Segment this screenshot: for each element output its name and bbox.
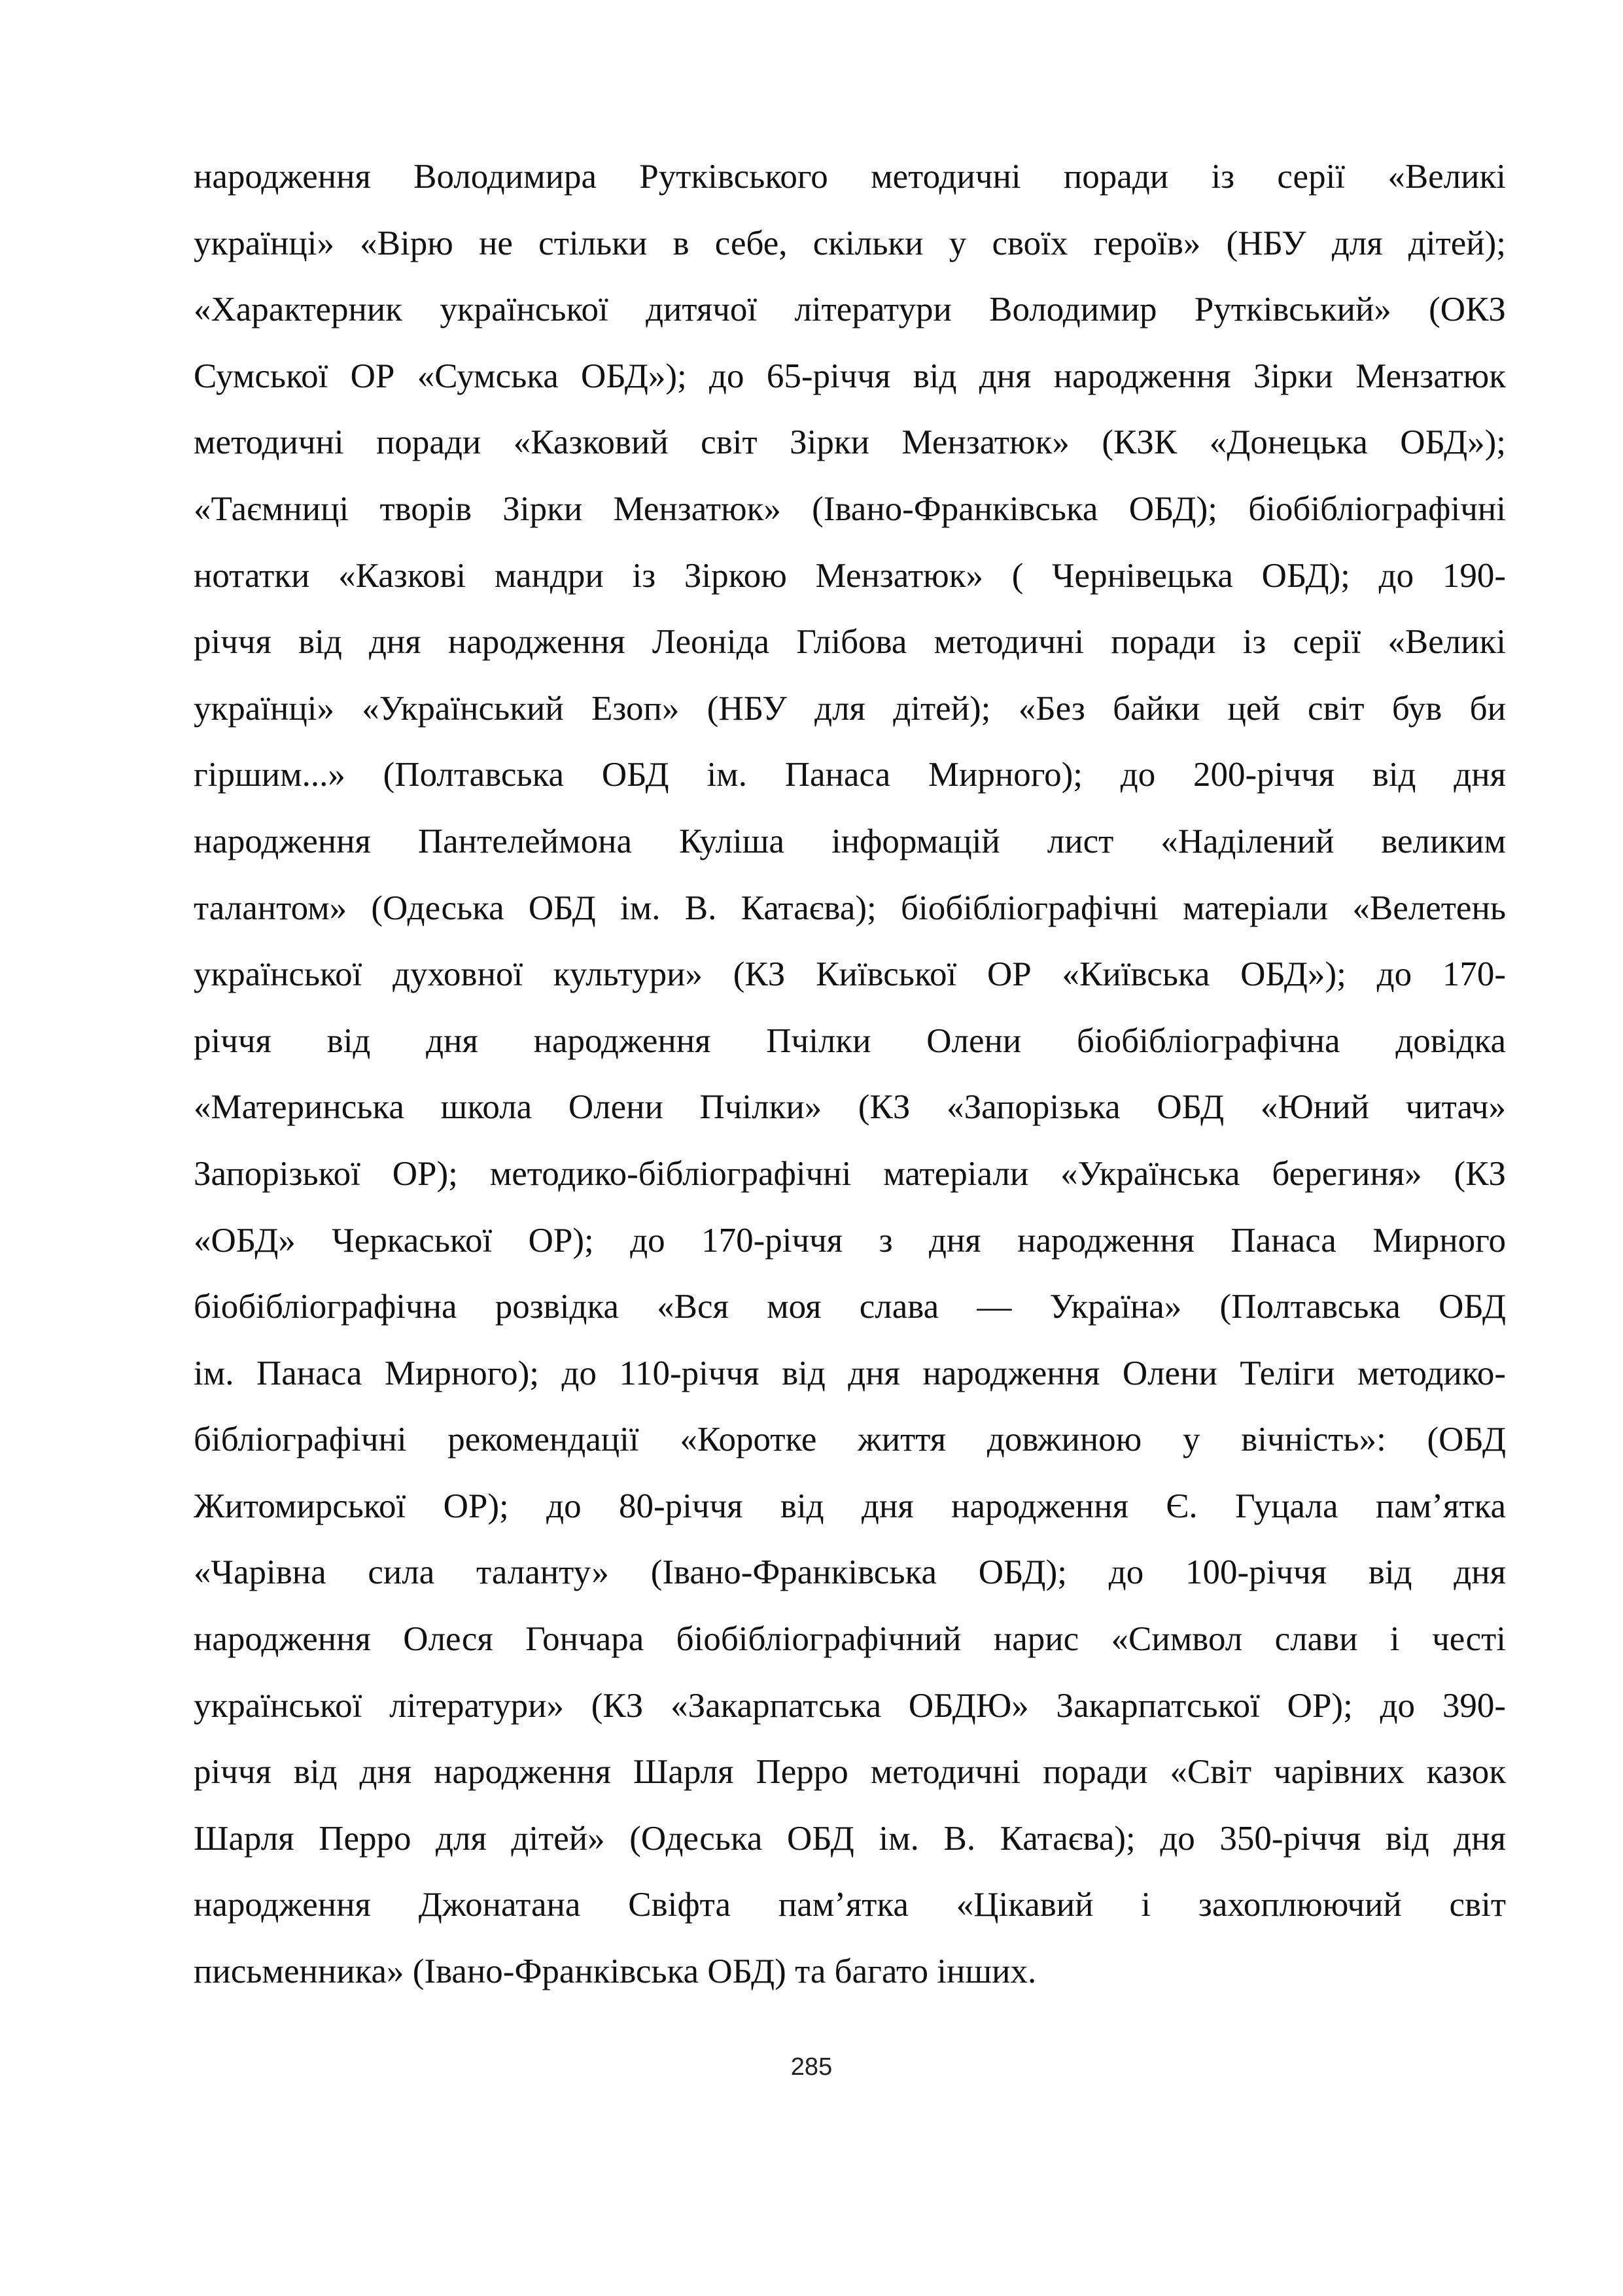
- text-line: народження Володимира Рутківського методичні поради із серії «Великі: [194, 158, 1506, 196]
- text-line: талантом» (Одеська ОБД ім. В. Катаєва); біобібліографічні матеріали «Велетень: [194, 889, 1506, 927]
- text-line: річчя від дня народження Леоніда Глібова методичні поради із серії «Великі: [194, 623, 1506, 662]
- text-line: українці» «Український Езоп» (НБУ для дітей); «Без байки цей світ був би: [194, 689, 1506, 728]
- text-line: методичні поради «Казковий світ Зірки Мензатюк» (КЗК «Донецька ОБД»);: [194, 423, 1506, 462]
- text-line: річчя від дня народження Пчілки Олени біобібліографічна довідка: [194, 1021, 1506, 1060]
- text-line: нотатки «Казкові мандри із Зіркою Мензатюк» ( Чернівецька ОБД); до 190-: [194, 556, 1506, 595]
- page-number: 285: [790, 2053, 833, 2081]
- text-line: Житомирської ОР); до 80-річчя від дня народження Є. Гуцала пам’ятка: [194, 1487, 1506, 1525]
- body-paragraph: [194, 144, 1506, 2005]
- text-line: ім. Панаса Мирного); до 110-річчя від дня народження Олени Теліги методико-: [194, 1354, 1506, 1392]
- text-line: народження Олеся Гончара біобібліографічний нарис «Символ слави і честі: [194, 1620, 1506, 1659]
- text-line: «Чарівна сила таланту» (Івано-Франківська ОБД); до 100-річчя від дня: [194, 1553, 1506, 1592]
- text-line: української літератури» (КЗ «Закарпатська ОБДЮ» Закарпатської ОР); до 390-: [194, 1686, 1506, 1725]
- text-line: річчя від дня народження Шарля Перро методичні поради «Світ чарівних казок: [194, 1753, 1506, 1792]
- text-line: гіршим...» (Полтавська ОБД ім. Панаса Мирного); до 200-річчя від дня: [194, 756, 1506, 794]
- text-line: Сумської ОР «Сумська ОБД»); до 65-річчя від дня народження Зірки Мензатюк: [194, 357, 1506, 395]
- text-line: «ОБД» Черкаської ОР); до 170-річчя з дня народження Панаса Мирного: [194, 1221, 1506, 1260]
- text-line: бібліографічні рекомендації «Коротке життя довжиною у вічність»: (ОБД: [194, 1421, 1506, 1459]
- text-line-last: письменника» (Івано-Франківська ОБД) та багато інших.: [194, 1952, 1037, 1991]
- text-line: народження Пантелеймона Куліша інформацій лист «Наділений великим: [194, 822, 1506, 860]
- text-line: «Таємниці творів Зірки Мензатюк» (Івано-Франківська ОБД); біобібліографічні: [194, 489, 1506, 528]
- text-line: біобібліографічна розвідка «Вся моя слава — Україна» (Полтавська ОБД: [194, 1288, 1506, 1326]
- text-line: «Характерник української дитячої літератури Володимир Рутківський» (ОКЗ: [194, 291, 1506, 329]
- text-line: народження Джонатана Свіфта пам’ятка «Цікавий і захоплюючий світ: [194, 1886, 1506, 1924]
- text-line: Запорізької ОР); методико-бібліографічні матеріали «Українська берегиня» (КЗ: [194, 1154, 1506, 1193]
- text-line: українці» «Вірю не стільки в себе, скільки у своїх героїв» (НБУ для дітей);: [194, 224, 1506, 262]
- text-line: Шарля Перро для дітей» (Одеська ОБД ім. В. Катаєва); до 350-річчя від дня: [194, 1819, 1506, 1858]
- text-line: «Материнська школа Олени Пчілки» (КЗ «Запорізька ОБД «Юний читач»: [194, 1088, 1506, 1127]
- text-line: української духовної культури» (КЗ Київської ОР «Київська ОБД»); до 170-: [194, 955, 1506, 994]
